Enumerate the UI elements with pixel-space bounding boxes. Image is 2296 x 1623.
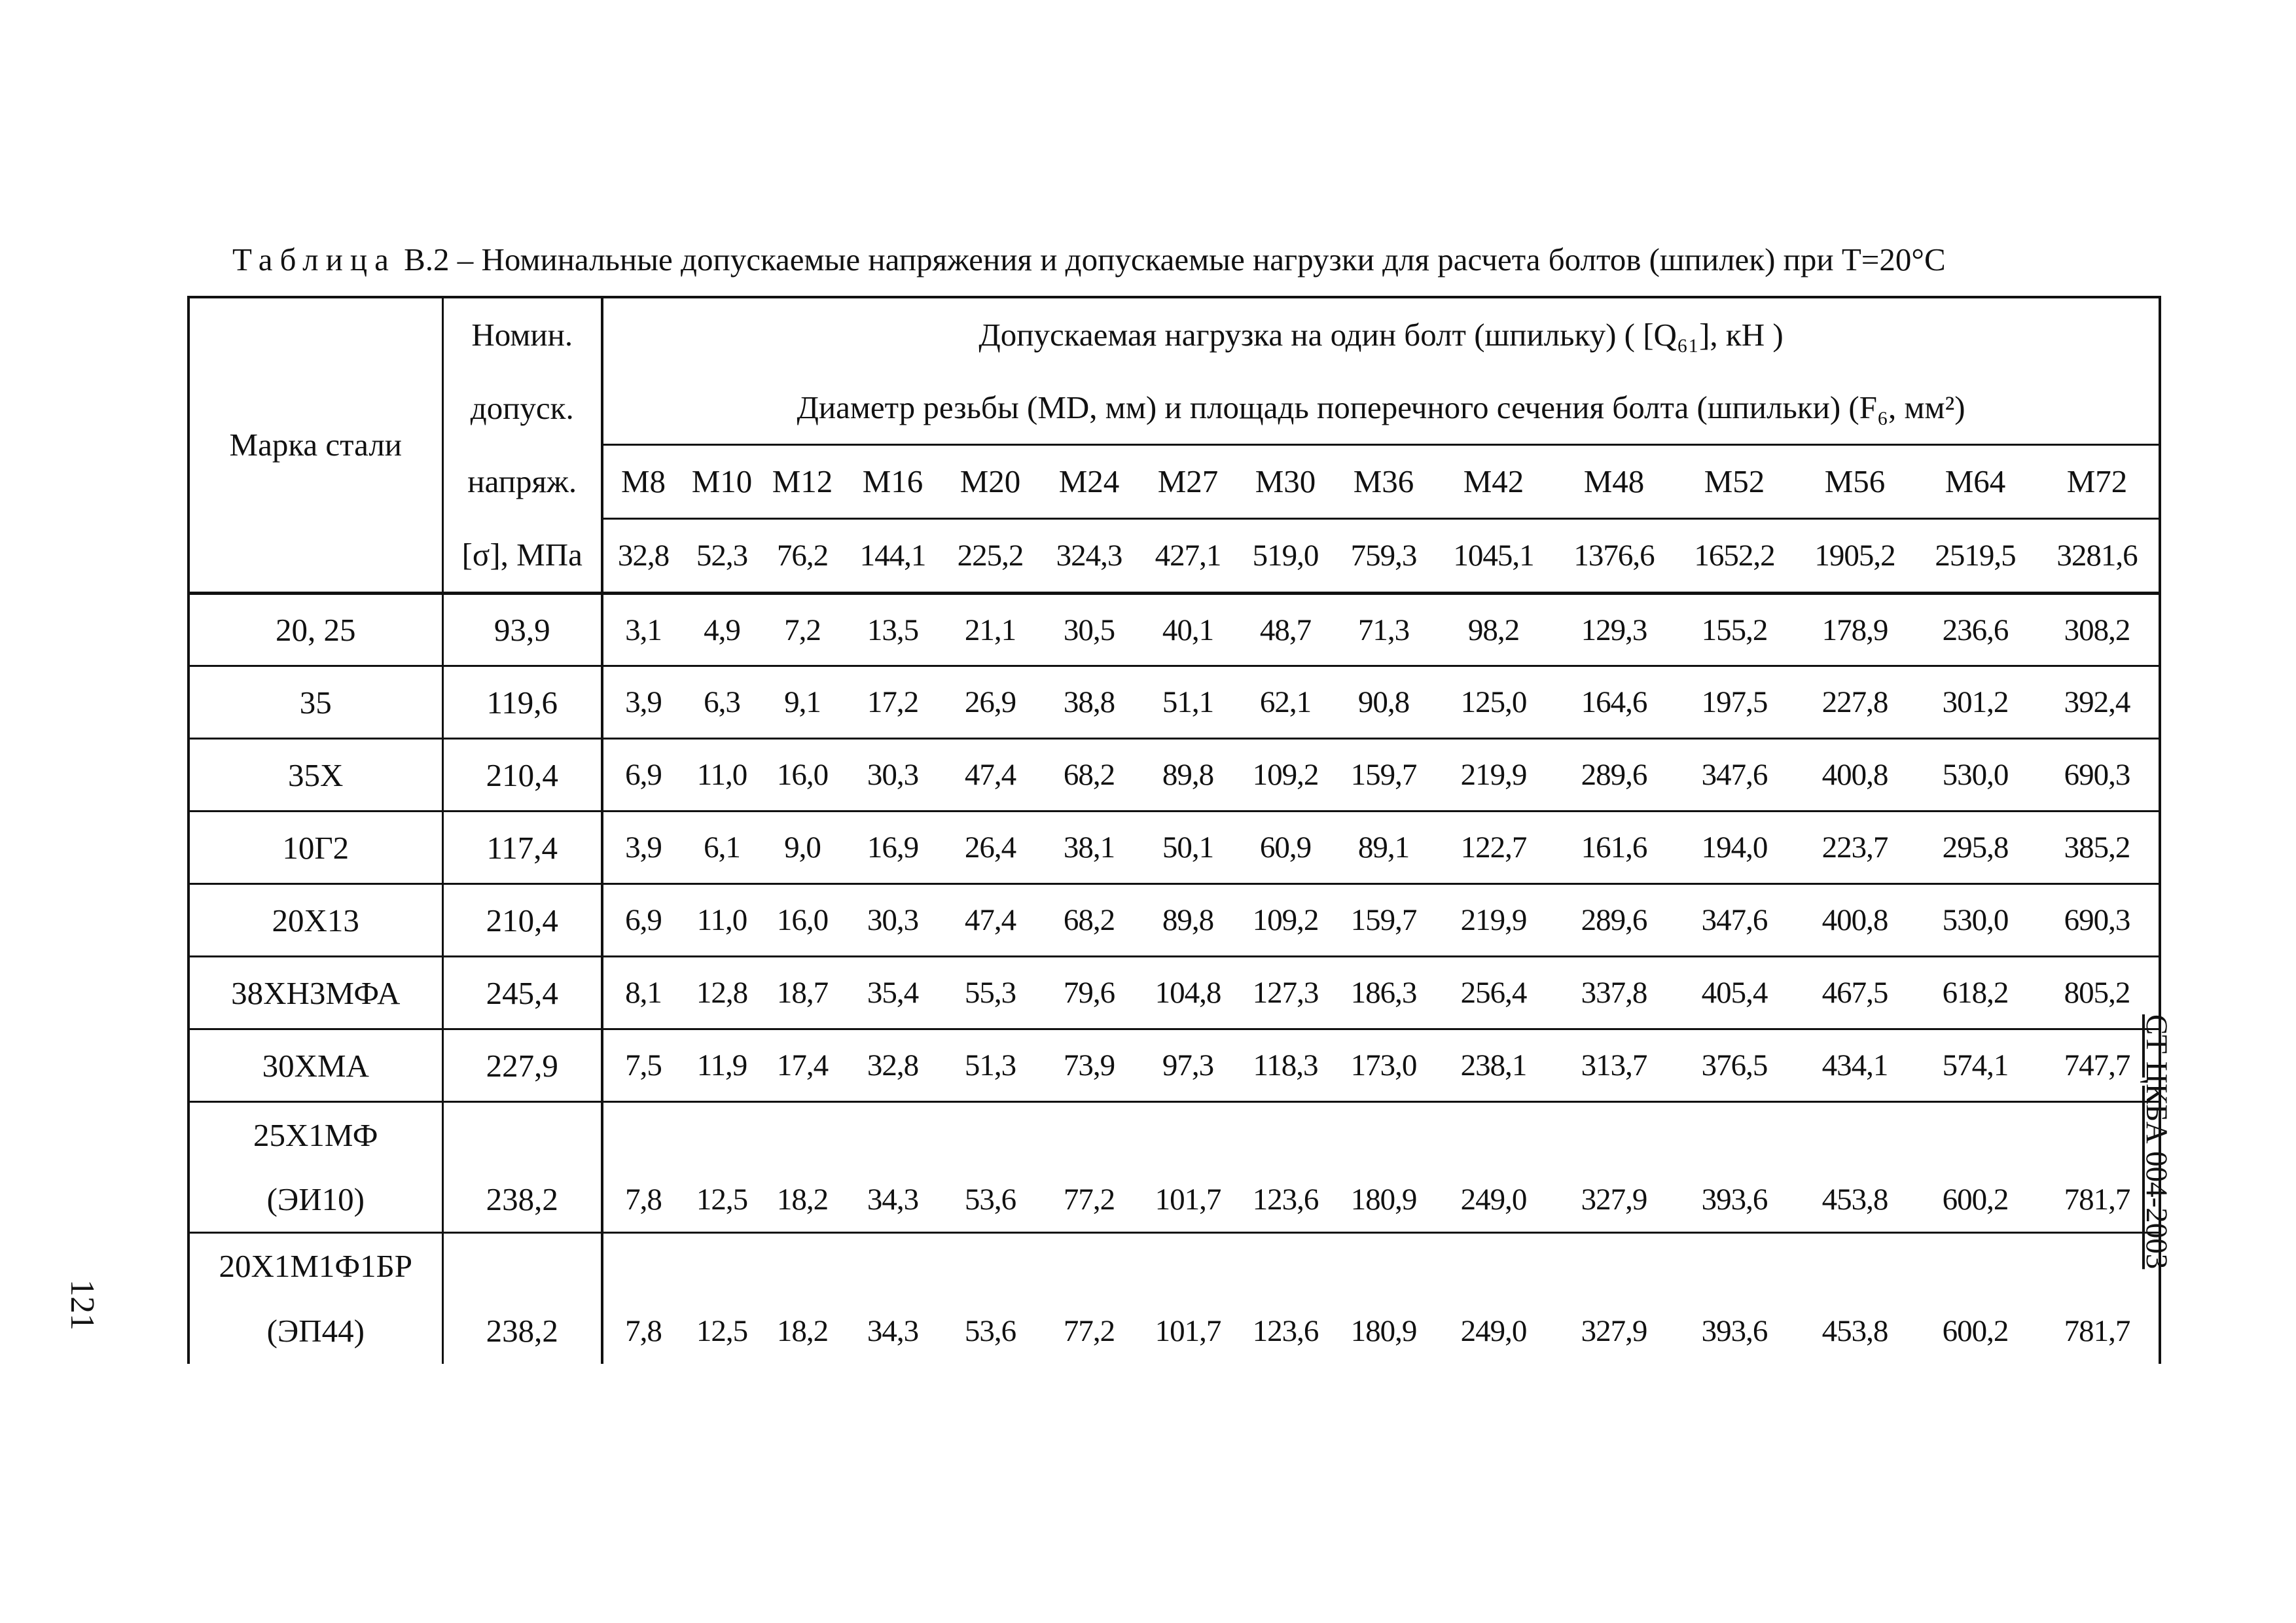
steel-grade-cell: (ЭП44) (188, 1298, 442, 1364)
load-value-cell: 289,6 (1554, 884, 1674, 957)
load-value-cell: 393,6 (1701, 1313, 1768, 1348)
steel-grade-cell: 35 (188, 666, 442, 739)
load-value-cell: 347,6 (1674, 884, 1795, 957)
load-value-cell: 34,3 (867, 1313, 919, 1348)
load-value-cell: 256,4 (1433, 957, 1554, 1029)
load-value-cell: 6,9 (602, 739, 683, 812)
load-value-cell: 73,9 (1039, 1029, 1139, 1102)
load-value-cell: 109,2 (1237, 884, 1334, 957)
load-value-cell: 6,9 (602, 884, 683, 957)
stress-cell: 119,6 (442, 666, 602, 739)
load-value-cell: 30,3 (844, 739, 941, 812)
load-value-cell: 13,5 (844, 594, 941, 666)
load-value-cell: 600,2 (1942, 1313, 2009, 1348)
load-value-cell: 79,6 (1039, 957, 1139, 1029)
load-value-cell: 173,0 (1334, 1029, 1433, 1102)
load-value-cell: 405,4 (1674, 957, 1795, 1029)
diameter-title-text: Диаметр резьбы (MD, мм) и площадь поперечного сечения болта (шпильки) (F₆, мм²) (797, 389, 1965, 425)
load-value-cell: 781,7 (2036, 1168, 2160, 1233)
load-value-cell: 26,9 (941, 666, 1039, 739)
load-value-cell: 34,3 (844, 1168, 941, 1233)
load-value-cell: 3,9 (602, 666, 683, 739)
table-row (188, 594, 2160, 666)
load-value-cell: 392,4 (2036, 666, 2160, 739)
load-value-cell: 16,9 (844, 812, 941, 884)
header-area-cell: 427,1 (1139, 519, 1237, 594)
load-value-cell: 32,8 (844, 1029, 941, 1102)
load-value-cell: 574,1 (1915, 1029, 2036, 1102)
stress-cell: 210,4 (442, 884, 602, 957)
load-value-cell: 618,2 (1915, 957, 2036, 1029)
load-value-cell: 16,0 (761, 739, 844, 812)
load-value-cell: 747,7 (2036, 1029, 2160, 1102)
load-value-cell: 238,1 (1433, 1029, 1554, 1102)
load-value-cell: 159,7 (1334, 884, 1433, 957)
header-stress-line4: [σ], МПа (442, 519, 602, 594)
table-row (188, 1233, 2160, 1298)
header-size-cell: M20 (941, 445, 1039, 519)
load-value-cell: 600,2 (1915, 1168, 2036, 1233)
load-value-cell: 453,8 (1795, 1168, 1915, 1233)
header-area-cell: 1376,6 (1554, 519, 1674, 594)
load-value-cell: 295,8 (1915, 812, 2036, 884)
load-value-cell: 197,5 (1674, 666, 1795, 739)
empty-cell (602, 1102, 2160, 1168)
page-number: 121 (63, 1279, 101, 1330)
stress-cell: 238,2 (442, 1168, 602, 1233)
load-value-cell: 62,1 (1237, 666, 1334, 739)
steel-grade-cell: 20, 25 (188, 594, 442, 666)
load-value-cell: 55,3 (941, 957, 1039, 1029)
stress-cell: 210,4 (442, 739, 602, 812)
header-size-cell: M12 (761, 445, 844, 519)
load-value-cell: 308,2 (2036, 594, 2160, 666)
load-value-cell: 68,2 (1039, 739, 1139, 812)
load-value-cell: 30,5 (1039, 594, 1139, 666)
caption-text: В.2 – Номинальные допускаемые напряжения и допускаемые нагрузки для расчета болтов (шпилек) при Т=20°С (404, 241, 1946, 277)
empty-cell (602, 1233, 2160, 1298)
header-stress-line2: допуск. (442, 372, 602, 445)
header-area-cell: 3281,6 (2036, 519, 2160, 594)
caption-prefix: Таблица (232, 241, 396, 277)
load-value-cell: 18,7 (761, 957, 844, 1029)
load-value-cell: 453,8 (1821, 1313, 1888, 1348)
stress-cell: 227,9 (442, 1029, 602, 1102)
load-value-cell: 17,2 (844, 666, 941, 739)
load-value-cell: 51,3 (941, 1029, 1039, 1102)
load-value-cell: 249,0 (1433, 1168, 1554, 1233)
load-value-cell: 180,9 (1334, 1168, 1433, 1233)
header-size-cell: M24 (1039, 445, 1139, 519)
load-value-cell: 90,8 (1334, 666, 1433, 739)
load-value-cell: 125,0 (1433, 666, 1554, 739)
steel-grade-cell: 10Г2 (188, 812, 442, 884)
header-size-cell: M16 (844, 445, 941, 519)
load-value-cell: 89,1 (1334, 812, 1433, 884)
load-value-cell: 6,3 (683, 666, 761, 739)
load-value-cell: 400,8 (1795, 884, 1915, 957)
header-size-cell: M52 (1674, 445, 1795, 519)
table-row (188, 884, 2160, 957)
header-diameter-title (602, 372, 2160, 445)
header-area-cell: 324,3 (1039, 519, 1139, 594)
load-value-cell: 186,3 (1334, 957, 1433, 1029)
load-value-cell: 530,0 (1915, 884, 2036, 957)
load-value-cell: 68,2 (1039, 884, 1139, 957)
load-value-cell: 347,6 (1674, 739, 1795, 812)
load-value-cell: 18,2 (761, 1168, 844, 1233)
load-value-cell: 467,5 (1795, 957, 1915, 1029)
table-row (188, 739, 2160, 812)
load-value-cell: 18,2 (776, 1313, 829, 1348)
header-stress-line1: Номин. (442, 297, 602, 372)
document-code: СТ ЦКБА 004-2003 (2140, 1014, 2174, 1270)
steel-grade-cell: 30ХМА (188, 1029, 442, 1102)
steel-grade-cell: 35Х (188, 739, 442, 812)
bolt-load-table (187, 296, 2161, 1364)
empty-cell (442, 1233, 602, 1298)
stress-cell: 93,9 (442, 594, 602, 666)
load-value-cell: 385,2 (2036, 812, 2160, 884)
load-value-cell: 9,1 (761, 666, 844, 739)
header-area-cell: 519,0 (1237, 519, 1334, 594)
load-value-cell: 60,9 (1237, 812, 1334, 884)
load-value-cell: 180,9 (1350, 1313, 1417, 1348)
load-value-cell: 129,3 (1554, 594, 1674, 666)
table-row (188, 1298, 2160, 1364)
table-row (188, 957, 2160, 1029)
load-value-cell: 9,0 (761, 812, 844, 884)
load-value-cell: 7,8 (625, 1313, 662, 1348)
steel-grade-cell: 20Х13 (188, 884, 442, 957)
load-value-cell: 3,9 (602, 812, 683, 884)
steel-grade-cell: (ЭИ10) (188, 1168, 442, 1233)
load-value-cell: 122,7 (1433, 812, 1554, 884)
load-value-cell: 98,2 (1433, 594, 1554, 666)
header-area-cell: 2519,5 (1915, 519, 2036, 594)
header-size-cell: M36 (1334, 445, 1433, 519)
load-value-cell: 236,6 (1915, 594, 2036, 666)
empty-cell (442, 1102, 602, 1168)
load-value-cell: 118,3 (1237, 1029, 1334, 1102)
load-value-cell: 35,4 (844, 957, 941, 1029)
load-value-cell: 89,8 (1139, 884, 1237, 957)
load-value-cell: 48,7 (1237, 594, 1334, 666)
load-value-cell: 159,7 (1334, 739, 1433, 812)
header-size-cell: M8 (602, 445, 683, 519)
load-value-cell: 3,1 (602, 594, 683, 666)
header-area-cell: 52,3 (683, 519, 761, 594)
load-value-cell: 77,2 (1063, 1313, 1115, 1348)
header-area-cell: 1652,2 (1674, 519, 1795, 594)
load-value-cell: 40,1 (1139, 594, 1237, 666)
header-area-cell: 1045,1 (1433, 519, 1554, 594)
load-value-cell: 71,3 (1334, 594, 1433, 666)
header-area-cell: 144,1 (844, 519, 941, 594)
load-value-cell: 47,4 (941, 884, 1039, 957)
load-value-cell: 12,5 (696, 1313, 748, 1348)
load-value-cell: 17,4 (761, 1029, 844, 1102)
header-size-cell: M72 (2036, 445, 2160, 519)
load-value-cell: 16,0 (761, 884, 844, 957)
load-value-cell: 53,6 (941, 1168, 1039, 1233)
load-value-cell: 223,7 (1795, 812, 1915, 884)
header-load-title: Допускаемая нагрузка на один болт (шпильку) ( [Q₆₁], кН ) (602, 297, 2160, 372)
load-value-cell: 805,2 (2036, 957, 2160, 1029)
load-value-cell: 11,9 (683, 1029, 761, 1102)
load-value-cell: 8,1 (602, 957, 683, 1029)
header-size-cell: M27 (1139, 445, 1237, 519)
stress-cell: 245,4 (442, 957, 602, 1029)
load-value-cell: 327,9 (1554, 1168, 1674, 1233)
load-value-cell: 12,8 (683, 957, 761, 1029)
load-value-cell: 178,9 (1795, 594, 1915, 666)
load-value-cell: 97,3 (1139, 1029, 1237, 1102)
load-value-cell: 123,6 (1237, 1168, 1334, 1233)
load-value-cell: 104,8 (1139, 957, 1237, 1029)
load-value-cell: 690,3 (2036, 884, 2160, 957)
header-stress-line3: напряж. (442, 445, 602, 519)
load-value-cell: 38,1 (1039, 812, 1139, 884)
load-value-cell: 127,3 (1237, 957, 1334, 1029)
header-area-cell: 76,2 (761, 519, 844, 594)
load-value-cell: 161,6 (1554, 812, 1674, 884)
load-value-cell: 47,4 (941, 739, 1039, 812)
load-value-cell: 109,2 (1237, 739, 1334, 812)
load-value-cell: 7,2 (761, 594, 844, 666)
load-value-cell: 249,0 (1460, 1313, 1527, 1348)
table-row (188, 1102, 2160, 1168)
load-value-cell: 89,8 (1139, 739, 1237, 812)
load-value-cell: 289,6 (1554, 739, 1674, 812)
header-size-cell: M30 (1237, 445, 1334, 519)
load-value-cell: 77,2 (1039, 1168, 1139, 1233)
load-value-cell: 227,8 (1795, 666, 1915, 739)
load-value-cell: 194,0 (1674, 812, 1795, 884)
load-value-cell: 301,2 (1915, 666, 2036, 739)
load-value-cell: 530,0 (1915, 739, 2036, 812)
table-caption (232, 237, 2163, 283)
load-value-cell: 781,7 (2036, 1298, 2160, 1364)
header-size-cell: M56 (1795, 445, 1915, 519)
load-value-cell: 690,3 (2036, 739, 2160, 812)
load-value-cell: 26,4 (941, 812, 1039, 884)
header-area-cell: 32,8 (602, 519, 683, 594)
header-area-cell: 225,2 (941, 519, 1039, 594)
load-value-cell: 327,9 (1581, 1313, 1647, 1348)
load-value-cell: 11,0 (683, 739, 761, 812)
stress-cell: 117,4 (442, 812, 602, 884)
header-steel-grade: Марка стали (188, 297, 442, 594)
load-value-cell: 53,6 (964, 1313, 1016, 1348)
load-value-cell: 30,3 (844, 884, 941, 957)
load-value-cell: 219,9 (1433, 739, 1554, 812)
load-value-cell: 393,6 (1674, 1168, 1795, 1233)
steel-grade-cell: 38ХН3МФА (188, 957, 442, 1029)
table-row (188, 666, 2160, 739)
table-row (188, 1029, 2160, 1102)
table-row (188, 1168, 2160, 1233)
load-value-cell: 6,1 (683, 812, 761, 884)
load-value-cell: 7,5 (602, 1029, 683, 1102)
load-value-cell: 376,5 (1674, 1029, 1795, 1102)
header-area-cell: 759,3 (1334, 519, 1433, 594)
load-value-cell: 11,0 (683, 884, 761, 957)
load-value-cell: 400,8 (1795, 739, 1915, 812)
load-value-cell: 101,7 (1139, 1168, 1237, 1233)
load-value-cell: 50,1 (1139, 812, 1237, 884)
load-value-cell: 4,9 (683, 594, 761, 666)
header-area-cell: 1905,2 (1795, 519, 1915, 594)
steel-grade-cell: 20Х1М1Ф1БР (188, 1233, 442, 1298)
load-value-cell: 164,6 (1554, 666, 1674, 739)
header-size-cell: M48 (1554, 445, 1674, 519)
header-size-cell: M64 (1915, 445, 2036, 519)
header-size-cell: M10 (683, 445, 761, 519)
load-value-cell: 21,1 (941, 594, 1039, 666)
load-value-cell: 337,8 (1554, 957, 1674, 1029)
header-size-cell: M42 (1433, 445, 1554, 519)
stress-cell: 238,2 (442, 1298, 602, 1364)
load-value-cell: 155,2 (1674, 594, 1795, 666)
load-value-cell: 219,9 (1433, 884, 1554, 957)
steel-grade-cell: 25Х1МФ (188, 1102, 442, 1168)
load-value-cell: 313,7 (1554, 1029, 1674, 1102)
load-value-cell: 38,8 (1039, 666, 1139, 739)
table-row (188, 812, 2160, 884)
load-value-cell: 12,5 (683, 1168, 761, 1233)
load-value-cell: 434,1 (1795, 1029, 1915, 1102)
load-value-cell: 123,6 (1252, 1313, 1319, 1348)
load-value-cell: 51,1 (1139, 666, 1237, 739)
load-value-cell: 7,8 (602, 1168, 683, 1233)
load-value-cell: 101,7 (1155, 1313, 1221, 1348)
